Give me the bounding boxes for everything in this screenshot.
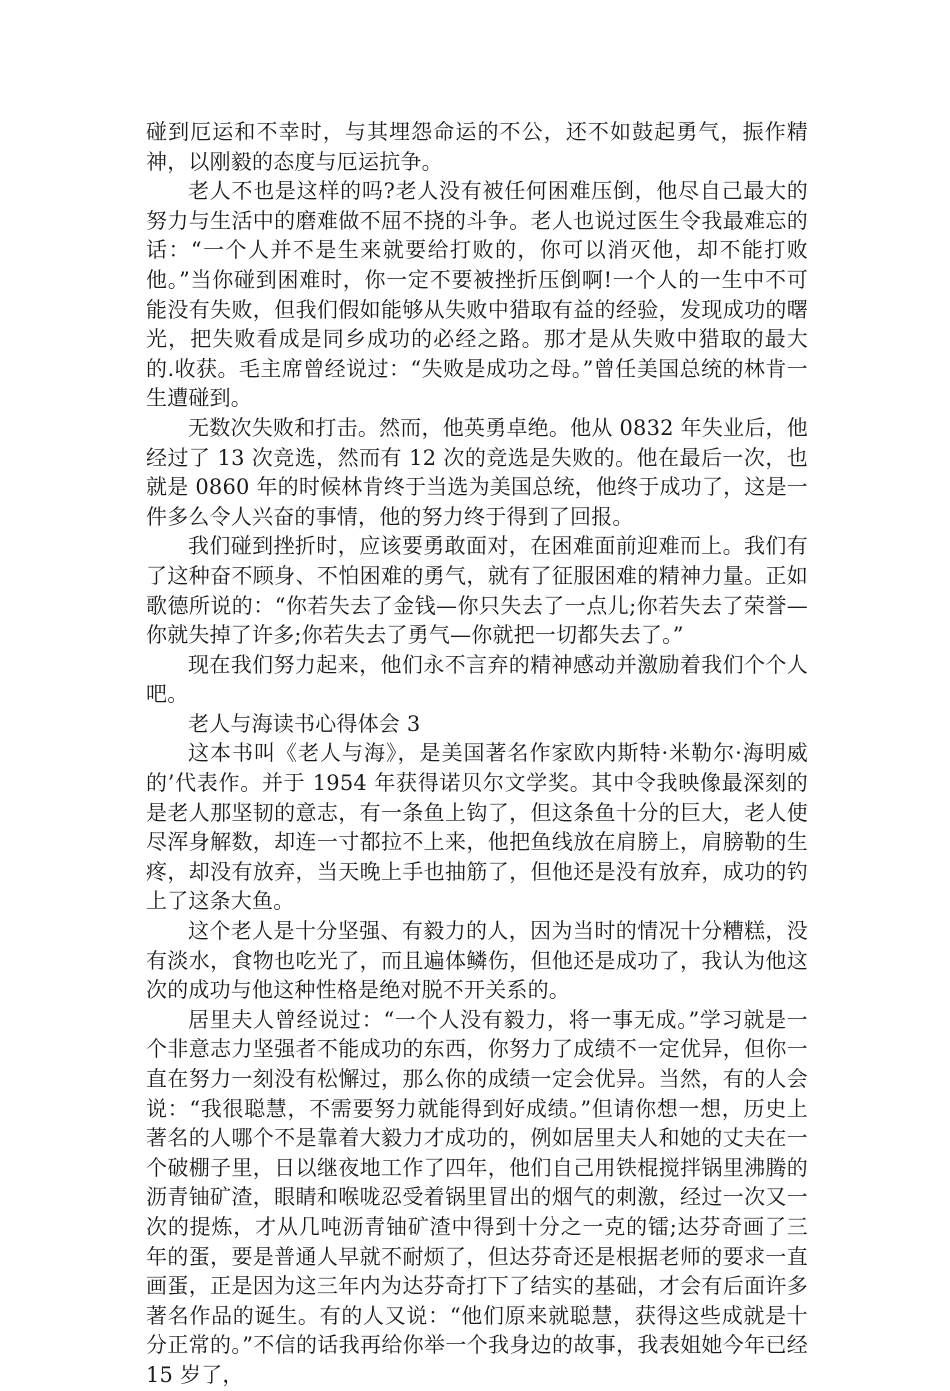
paragraph-4: 我们碰到挫折时，应该要勇敢面对，在困难面前迎难而上。我们有了这种奋不顾身、不怕困难的勇气，就有了征服困难的精神力量。正如歌德所说的：“你若失去了金钱—你只失去了一点儿;你若失去了荣誉—你就失掉了许多;你若失去了勇气—你就把一切都失去了。” <box>146 534 808 648</box>
paragraph-5: 现在我们努力起来，他们永不言弃的精神感动并激励着我们个个人吧。 <box>146 652 808 707</box>
paragraph-2: 老人不也是这样的吗?老人没有被任何困难压倒，他尽自己最大的努力与生活中的磨难做不屈不挠的斗争。老人也说过医生令我最难忘的话：“一个人并不是生来就要给打败的，你可以消灭他，却不能打败他。”当你碰到困难时，你一定不要被挫折压倒啊!一个人的一生中不可能没有失败，但我们假如能够从失败中猎取有益的经验，发现成功的曙光，把失败看成是同乡成功的必经之路。那才是从失败中猎取的最大的.收获。毛主席曾经说过：“失败是成功之母。”曾任美国总统的林肯一生遭碰到。 <box>146 179 808 411</box>
paragraph-8: 居里夫人曾经说过：“一个人没有毅力，将一事无成。”学习就是一个非意志力坚强者不能成功的东西，你努力了成绩不一定优异，但你一直在努力一刻没有松懈过，那么你的成绩一定会优异。当然，有的人会说：“我很聪慧，不需要努力就能得到好成绩。”但请你想一想，历史上著名的人哪个不是靠着大毅力才成功的，例如居里夫人和她的丈夫在一个破棚子里，日以继夜地工作了四年，他们自己用铁棍搅拌锅里沸腾的沥青铀矿渣，眼睛和喉咙忍受着锅里冒出的烟气的刺激，经过一次又一次的提炼，才从几吨沥青铀矿渣中得到十分之一克的镭;达芬奇画了三年的蛋，要是普通人早就不耐烦了，但达芬奇还是根据老师的要求一直画蛋，正是因为这三年内为达芬奇打下了结实的基础，才会有后面许多著名作品的诞生。有的人又说：“他们原来就聪慧，获得这些成就是十分正常的。”不信的话我再给你举一个我身边的故事，我表姐她今年已经 15 岁了， <box>146 1007 808 1387</box>
paragraph-1: 碰到厄运和不幸时，与其埋怨命运的不公，还不如鼓起勇气，振作精神，以刚毅的态度与厄运抗争。 <box>146 120 808 174</box>
section-heading: 老人与海读书心得体会 3 <box>188 711 421 736</box>
paragraph-6: 这本书叫《老人与海》，是美国著名作家欧内斯特·米勒尔·海明威的’代表作。并于 1954 年获得诺贝尔文学奖。其中令我映像最深刻的是老人那坚韧的意志，有一条鱼上钩了，但这条鱼十分的巨大，老人使尽浑身解数，却连一寸都拉不上来，他把鱼线放在肩膀上，肩膀勒的生疼，却没有放弃，当天晚上手也抽筋了，但他还是没有放弃，成功的钓上了这条大鱼。 <box>146 741 808 914</box>
paragraph-7: 这个老人是十分坚强、有毅力的人，因为当时的情况十分糟糕，没有淡水，食物也吃光了，而且遍体鳞伤，但他还是成功了，我认为他这次的成功与他这种性格是绝对脱不开关系的。 <box>146 919 808 1003</box>
paragraph-3: 无数次失败和打击。然而，他英勇卓绝。他从 0832 年失业后，他经过了 13 次竞选，然而有 12 次的竞选是失败的。他在最后一次，也就是 0860 年的时候林肯终于当选为美国总统，他终于成功了，这是一件多么令人兴奋的事情，他的努力终于得到了回报。 <box>146 415 808 529</box>
document-body <box>146 118 808 1391</box>
